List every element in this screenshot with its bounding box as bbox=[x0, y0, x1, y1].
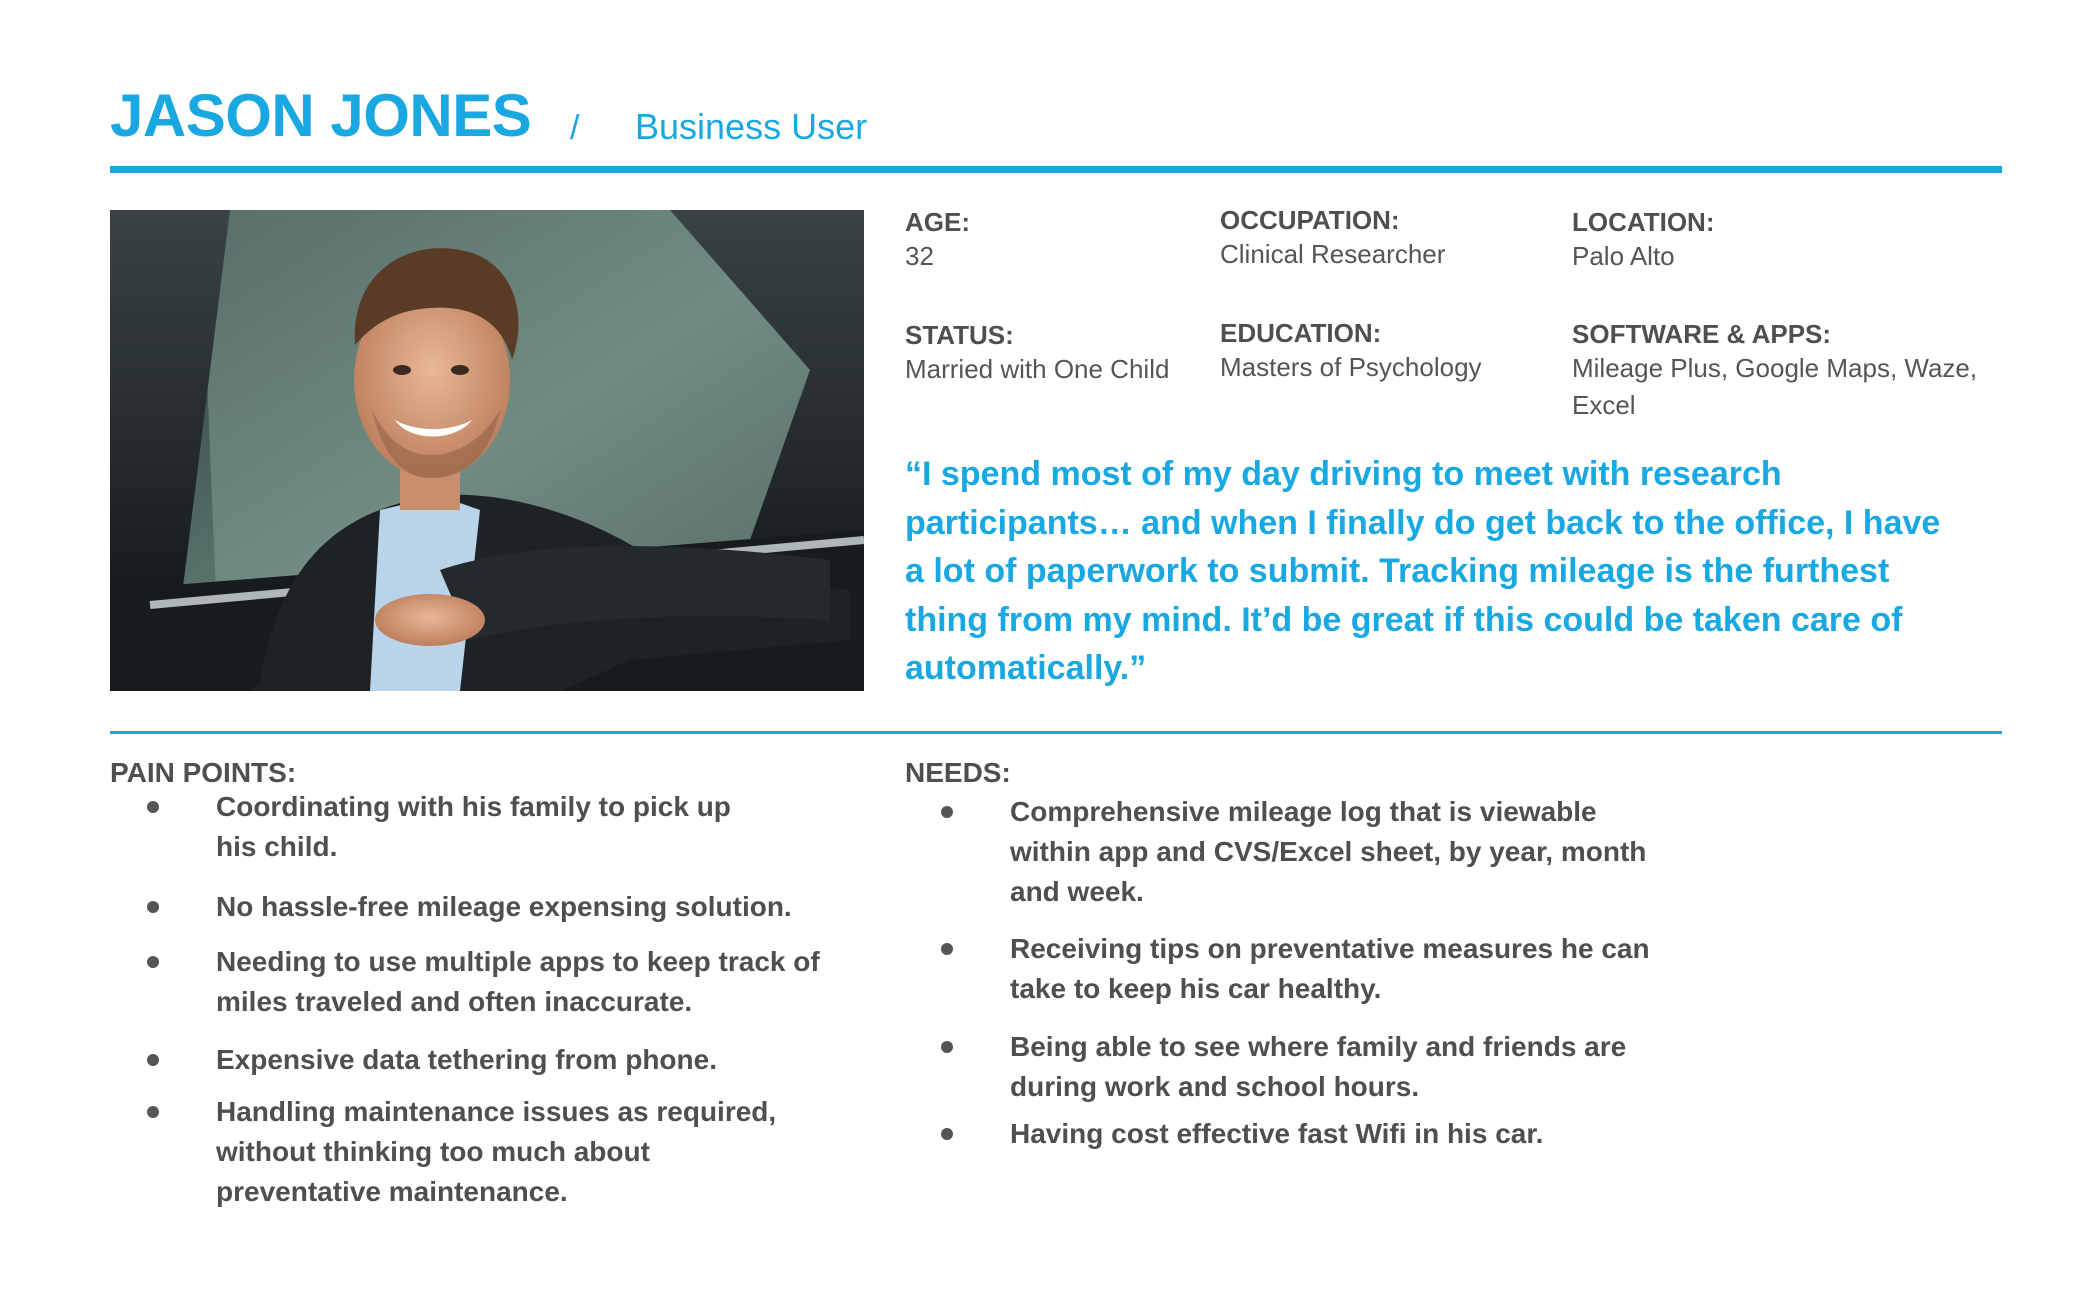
needs-title: NEEDS: bbox=[905, 757, 1011, 788]
persona-photo bbox=[110, 210, 864, 691]
need-item: Having cost effective fast Wifi in his car. bbox=[1010, 1118, 1544, 1149]
status-value: Married with One Child bbox=[905, 354, 1170, 384]
pain-point-item: Coordinating with his family to pick up his child. bbox=[216, 791, 731, 862]
need-item: Receiving tips on preventative measures he can take to keep his car healthy. bbox=[1010, 933, 1650, 1004]
bullet-dot bbox=[147, 1054, 159, 1066]
pain-point-item: Handling maintenance issues as required, without thinking too much about preventative maintenance. bbox=[216, 1096, 777, 1207]
software-label: SOFTWARE & APPS: bbox=[1572, 319, 1832, 349]
pain-point-item: Expensive data tethering from phone. bbox=[216, 1044, 717, 1075]
pain-point-item: No hassle-free mileage expensing solution. bbox=[216, 891, 792, 922]
bullet-dot bbox=[147, 901, 159, 913]
bullet-dot bbox=[941, 806, 953, 818]
occupation-value: Clinical Researcher bbox=[1220, 239, 1446, 269]
need-item: Comprehensive mileage log that is viewable within app and CVS/Excel sheet, by year, month and week. bbox=[1010, 796, 1647, 907]
bullet-dot bbox=[941, 943, 953, 955]
bullet-dot bbox=[147, 801, 159, 813]
status-label: STATUS: bbox=[905, 320, 1014, 350]
header-divider bbox=[110, 166, 2002, 173]
bullet-dot bbox=[147, 956, 159, 968]
age-value: 32 bbox=[905, 241, 934, 271]
education-label: EDUCATION: bbox=[1220, 318, 1382, 348]
persona-quote: “I spend most of my day driving to meet with research participants… and when I finally do get back to the office, I have a lot of paperwork to submit. Tracking mileage is the furthest thing from my mind. It’d be great if this could be taken care of automatically.” bbox=[905, 455, 1941, 687]
bullet-dot bbox=[941, 1041, 953, 1053]
need-item: Being able to see where family and friends are during work and school hours. bbox=[1010, 1031, 1627, 1102]
education-value: Masters of Psychology bbox=[1220, 352, 1482, 382]
bullet-dot bbox=[941, 1128, 953, 1140]
location-label: LOCATION: bbox=[1572, 207, 1715, 237]
persona-role: Business User bbox=[635, 106, 868, 147]
software-value: Mileage Plus, Google Maps, Waze, Excel bbox=[1572, 353, 1978, 420]
title-separator: / bbox=[570, 109, 580, 147]
section-divider bbox=[110, 731, 2002, 734]
bullet-dot bbox=[147, 1106, 159, 1118]
location-value: Palo Alto bbox=[1572, 241, 1675, 271]
pain-points-title: PAIN POINTS: bbox=[110, 757, 297, 788]
pain-point-item: Needing to use multiple apps to keep track of miles traveled and often inaccurate. bbox=[216, 946, 820, 1017]
occupation-label: OCCUPATION: bbox=[1220, 205, 1400, 235]
age-label: AGE: bbox=[905, 207, 970, 237]
persona-name: JASON JONES bbox=[110, 82, 532, 149]
